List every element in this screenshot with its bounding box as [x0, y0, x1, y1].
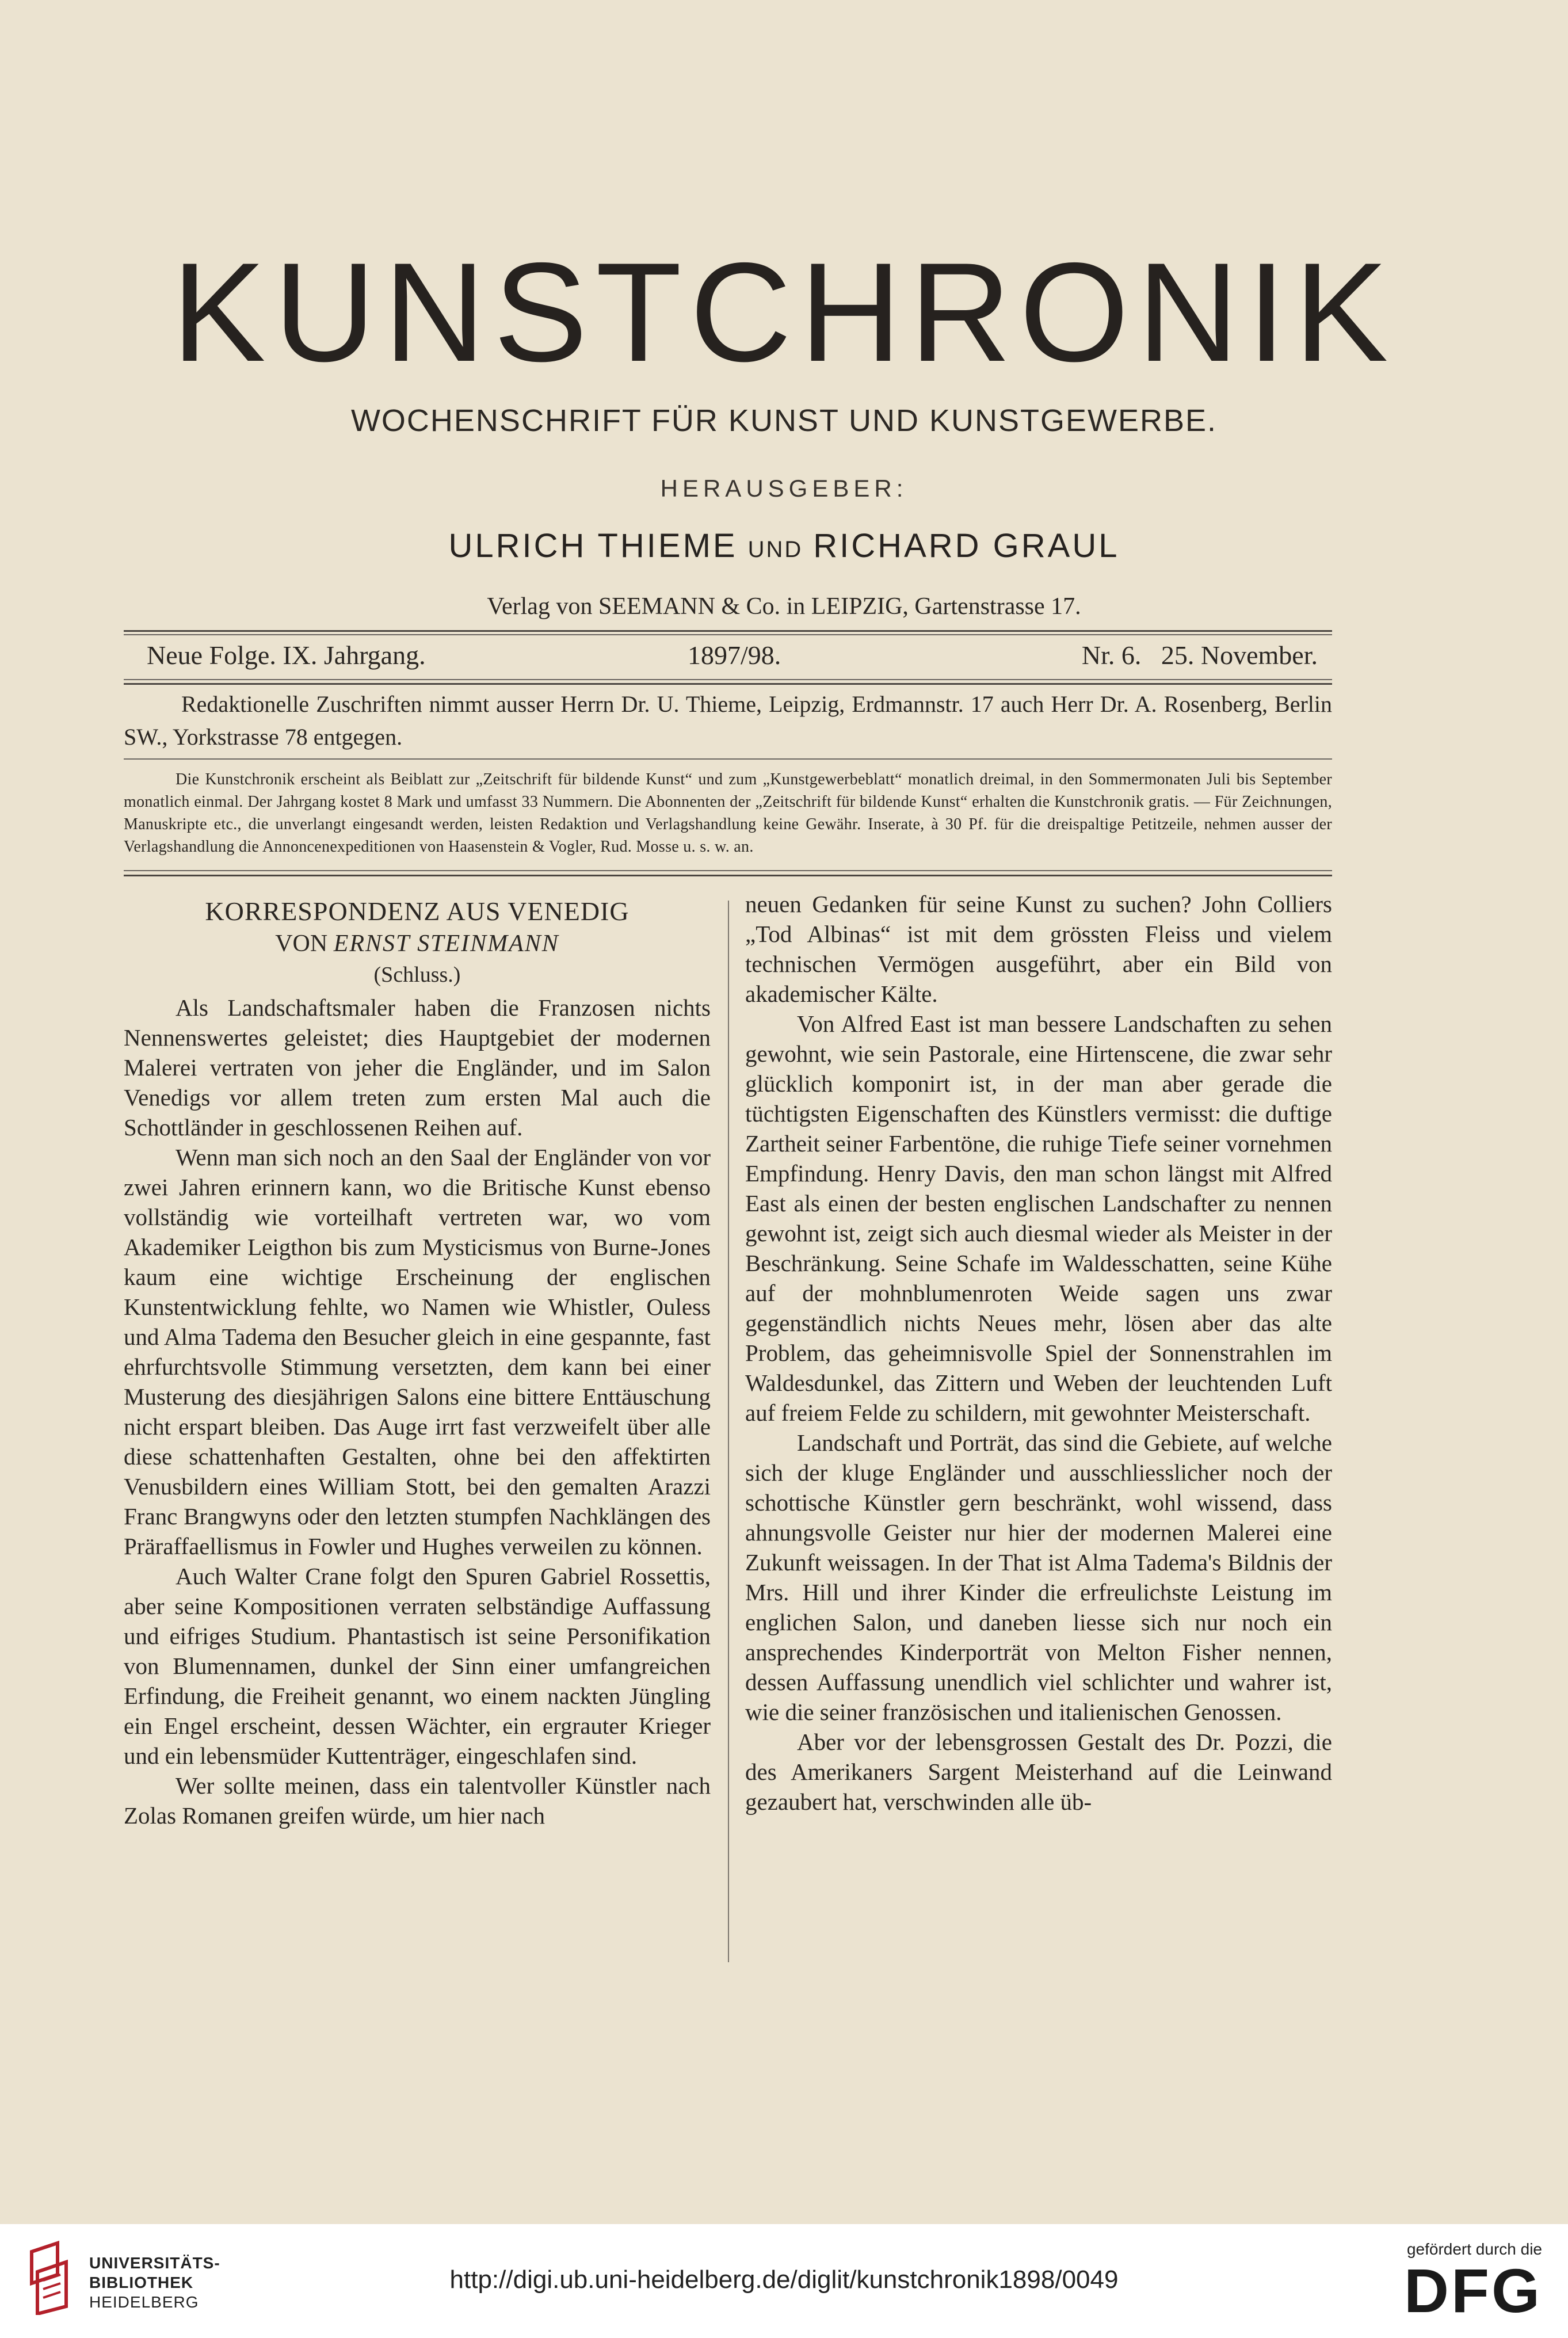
footer-bar [0, 2224, 1568, 2338]
editors-and: UND [747, 537, 803, 562]
rule-issue-bottom [124, 683, 1332, 685]
issue-series: Neue Folge. IX. Jahrgang. [147, 640, 426, 670]
library-name-line2: BIBLIOTHEK [89, 2274, 194, 2291]
editor-1: ULRICH THIEME [448, 527, 738, 565]
editor-2: RICHARD GRAUL [813, 527, 1120, 565]
paragraph: Aber vor der lebensgrossen Gestalt des Dr. Pozzi, die des Amerikaners Sargent Meisterhand auf die Leinwand gezaubert hat, verschwinden alle üb- [745, 1729, 1332, 1815]
paragraph: Von Alfred East ist man bessere Landschaften zu sehen gewohnt, wie sein Pastorale, eine Hirtenscene, die zwar sehr glücklich komponirt ist, in der man aber gerade die tüchtigsten Eigenschaften des Künstlers vermisst: die duftige Zartheit seiner Farbentöne, die ruhige Tiefe seiner vornehmen Empfindung. Henry Davis, den man schon längst mit Alfred East als einen der besten englischen Landschafter zu nennen gewohnt ist, zeigt sich auch diesmal wieder als Meister in der Beschränkung. Seine Schafe im Waldesschatten, seine Kühe auf der mohnblumenroten Weide sagen uns zwar gegenständlich nichts Neues mehr, lösen aber das alte Problem, das geheimnisvolle Spiel der Sonnenstrahlen im Waldesdunkel, das Zittern und Weben der leuchtenden Luft auf freiem Felde zu schildern, mit gewohnter Meisterschaft. [745, 1010, 1332, 1426]
rule-notice-top [124, 758, 1332, 760]
paragraph: Wer sollte meinen, dass ein talentvoller Künstler nach Zolas Romanen greifen würde, um hier nach [124, 1772, 711, 1829]
paragraph: Auch Walter Crane folgt den Spuren Gabriel Rossettis, aber seine Kompositionen verraten selbständige Auffassung und eifriges Studium. Phantastisch ist seine Personifikation von Blumennamen, dunkel der Sinn einer umfangreichen Erfindung, die Freiheit genannt, wo einem nackten Jüngling ein Engel erscheint, dessen Wächter, ein ergrauter Krieger und ein lebensmüder Kuttenträger, eingeschlafen sind. [124, 1563, 711, 1769]
article-note: (Schluss.) [373, 963, 461, 987]
masthead-title: KUNSTCHRONIK [171, 233, 1397, 391]
library-name-line1: UNIVERSITÄTS- [89, 2254, 220, 2272]
paragraph: neuen Gedanken für seine Kunst zu suchen? John Colliers „Tod Albinas“ ist mit dem grössten Fleiss und vielem technischen Vermögen ausgeführt, aber ein Bild von akademischer Kälte. [745, 891, 1332, 1007]
subscription-notice: Die Kunstchronik erscheint als Beiblatt zur „Zeitschrift für bildende Kunst“ und zum „Kunstgewerbeblatt“ monatlich dreimal, in den Sommermonaten Juli bis September monatlich einmal. Der Jahrgang kostet 8 Mark und umfasst 33 Nummern. Die Abonnenten der „Zeitschrift für bildende Kunst“ erhalten die Kunstchronik gratis. — Für Zeichnungen, Manuskripte etc., die unverlangt eingesandt werden, leisten Redaktion und Verlagshandlung keine Gewähr. Inserate, à 30 Pf. für die dreispaltige Petitzeile, nehmen ausser der Verlagshandlung die Annoncenexpeditionen von Haasenstein & Vogler, Rud. Mosse u. s. w. an. [124, 771, 1332, 856]
byline-prefix: VON [275, 930, 328, 957]
rule-top-thin [124, 634, 1332, 635]
paragraph: Wenn man sich noch an den Saal der Engländer von vor zwei Jahren erinnern kann, wo die Britische Kunst ebenso vollständig wie vorteilhaft vertreten war, wo vom Akademiker Leigthon bis zum Mysticismus von Burne-Jones kaum eine wichtige Erscheinung der englischen Kunstentwicklung fehlte, wo Namen wie Whistler, Ouless und Alma Tadema den Besucher gleich in eine gespannte, fast ehrfurchtsvolle Stimmung versetzten, dem kann bei einer Musterung des diesjährigen Salons eine bittere Enttäuschung nicht erspart bleiben. Das Auge irrt fast verzweifelt über alle diese schattenhaften Gestalten, ohne bei den affektirten Venusbildern eines William Stott, bei den gemalten Arazzi Franc Brangwyns oder den letzten stumpfen Nachklängen des Präraffaellismus in Fowler und Hughes verweilen zu können. [124, 1144, 711, 1559]
issue-year: 1897/98. [688, 640, 781, 670]
source-url-link[interactable]: http://digi.ub.uni-heidelberg.de/diglit/kunstchronik1898/0049 [449, 2265, 1119, 2294]
column-divider [728, 901, 729, 1962]
rule-notice-bottom-thick [124, 875, 1332, 876]
dfg-logo: DFG [1404, 2256, 1542, 2325]
article-column-right [745, 889, 1332, 1817]
article-column-left [124, 889, 711, 1830]
paragraph: Landschaft und Porträt, das sind die Gebiete, auf welche sich der kluge Engländer und ausschliesslicher noch der schottische Künstler gern beschränkt, wohl wissend, dass ahnungsvolle Geister nur hier der modernen Malerei eine Zukunft weissagen. In der That ist Alma Tadema's Bildnis der Mrs. Hill und ihrer Kinder die erfreulichste Leistung im englichen Salon, und daneben liesse sich nur noch ein ansprechendes Kinderporträt von Melton Fisher nennen, dessen Auffassung unendlich viel schlichter und wahrer ist, wie die seiner französischen und italienischen Genossen. [745, 1429, 1332, 1725]
masthead-subtitle: WOCHENSCHRIFT FÜR KUNST UND KUNSTGEWERBE. [350, 403, 1218, 438]
rule-top [124, 630, 1332, 632]
rule-issue-bottom-thin [124, 679, 1332, 680]
editorial-note: Redaktionelle Zuschriften nimmt ausser Herrn Dr. U. Thieme, Leipzig, Erdmannstr. 17 auch Herr Dr. A. Rosenberg, Berlin SW., Yorkstrasse 78 entgegen. [124, 691, 1332, 750]
article-byline [124, 928, 711, 959]
article-author: ERNST STEINMANN [333, 930, 559, 957]
issue-number-date: Nr. 6. 25. November. [1081, 640, 1318, 670]
library-name-line3: HEIDELBERG [89, 2293, 199, 2311]
publisher-line: Verlag von SEEMANN & Co. in LEIPZIG, Gartenstrasse 17. [487, 593, 1081, 620]
rule-notice-bottom [124, 870, 1332, 871]
paragraph: Als Landschaftsmaler haben die Franzosen nichts Nennenswertes geleistet; dies Hauptgebiet der modernen Malerei vertraten von jeher die Engländer, und im Salon Venedigs vor allem treten zum ersten Mal auch die Schottländer in geschlossenen Reihen auf. [124, 994, 711, 1141]
editors-label: HERAUSGEBER: [660, 475, 908, 502]
editors [0, 527, 1568, 565]
funded-by-label: gefördert durch die [1406, 2240, 1542, 2258]
article-title: KORRESPONDENZ AUS VENEDIG [205, 897, 630, 926]
